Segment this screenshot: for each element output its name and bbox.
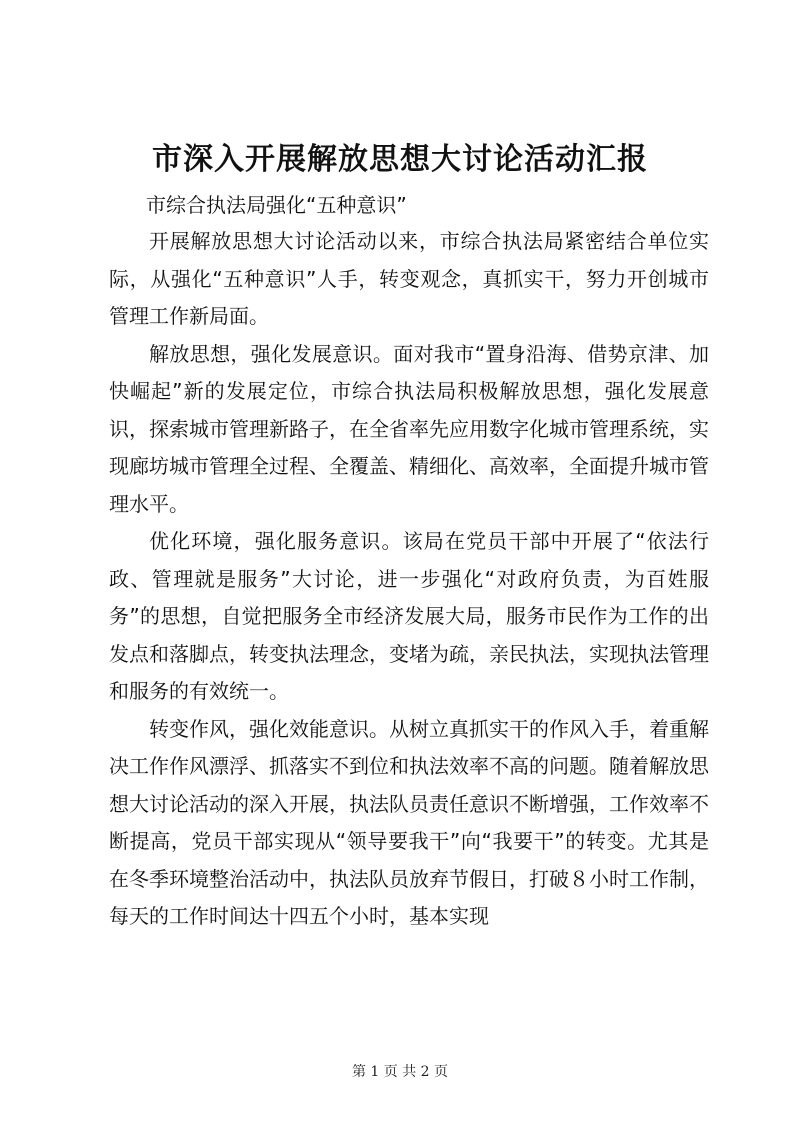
page-title: 市深入开展解放思想大讨论活动汇报 [152, 142, 648, 177]
paragraph-efficiency-awareness: 转变作风，强化效能意识。从树立真抓实干的作风入手，着重解决工作作风漂浮、抓落实不到位和执法效率不高的问题。随着解放思想大讨论活动的深入开展，执法队员责任意识不断增强，工作效率不断提高，党员干部实现从“领导要我干”向“我要干”的转变。尤其是在冬季环境整治活动中，执法队员放弃节假日，打破８小时工作制，每天的工作时间达十四五个小时，基本实现 [109, 716, 709, 928]
paragraph-development-awareness: 解放思想，强化发展意识。面对我市“置身沿海、借势京津、加快崛起”新的发展定位，市综合执法局积极解放思想，强化发展意识，探索城市管理新路子，在全省率先应用数字化城市管理系统，实现廊坊城市管理全过程、全覆盖、精细化、高效率，全面提升城市管理水平。 [109, 341, 709, 516]
paragraph-intro: 开展解放思想大讨论活动以来，市综合执法局紧密结合单位实际，从强化“五种意识”人手，转变观念，真抓实干，努力开创城市管理工作新局面。 [109, 229, 709, 328]
page-subtitle: 市综合执法局强化“五种意识” [146, 193, 407, 217]
page-footer: 第 1 页 共 2 页 [351, 1064, 449, 1080]
paragraph-service-awareness: 优化环境，强化服务意识。该局在党员干部中开展了“依法行政、管理就是服务”大讨论，进一步强化“对政府负责，为百姓服务”的思想，自觉把服务全市经济发展大局，服务市民作为工作的出发点和落脚点，转变执法理念，变堵为疏，亲民执法，实现执法管理和服务的有效统一。 [109, 529, 709, 703]
document-body [109, 223, 709, 936]
